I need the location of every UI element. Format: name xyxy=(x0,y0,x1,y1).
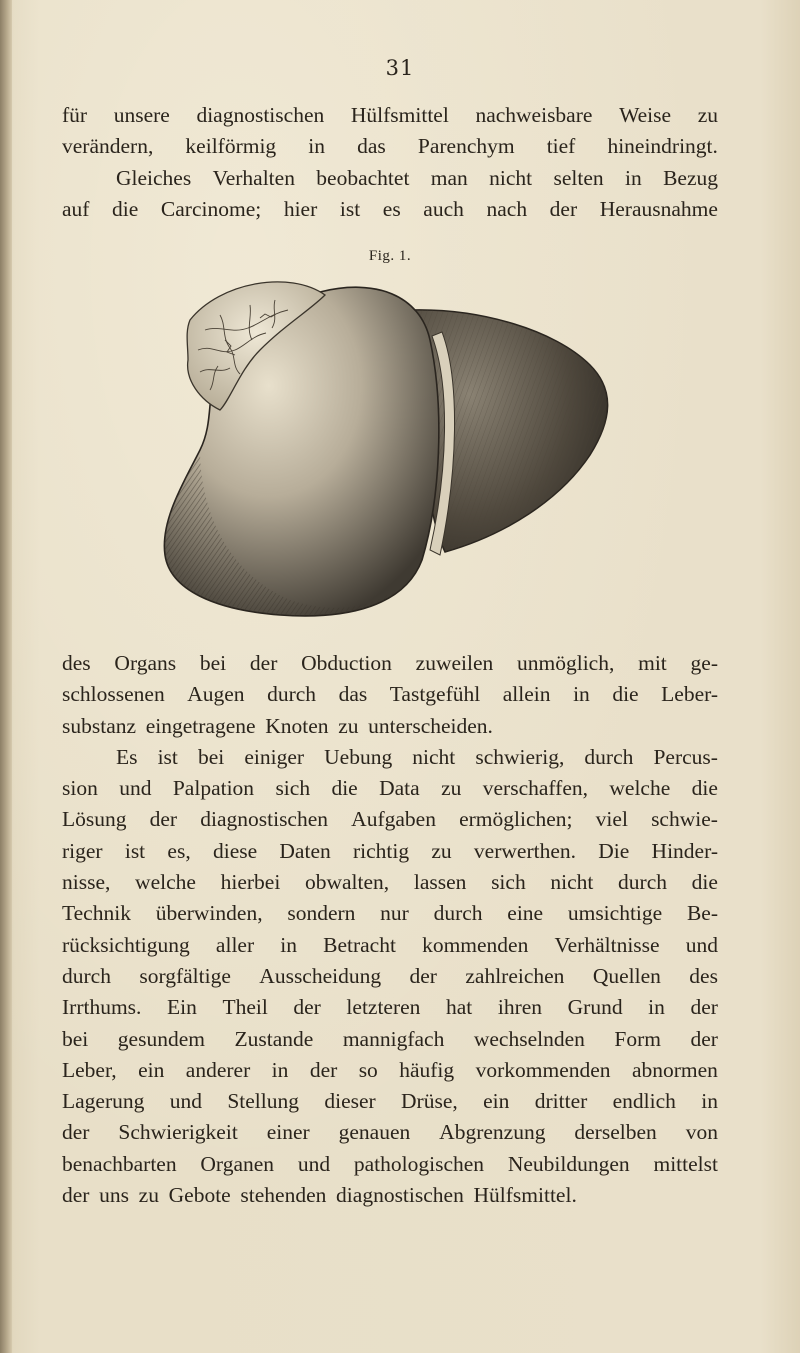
text-line: Leber, ein anderer in der so häufig vorkommenden abnormen xyxy=(62,1057,718,1082)
text-line: rücksichtigung aller in Betracht kommenden Verhältnisse und xyxy=(62,932,718,957)
text-line: nisse, welche hierbei obwalten, lassen sich nicht durch die xyxy=(62,870,718,895)
text-line: durch sorgfältige Ausscheidung der zahlreichen Quellen des xyxy=(62,963,718,988)
text-line: Technik überwinden, sondern nur durch eine umsichtige Be- xyxy=(62,901,718,926)
liver-illustration xyxy=(160,270,620,632)
figure-caption: Fig. 1. xyxy=(368,248,412,264)
text-line: Lösung der diagnostischen Aufgaben ermöglichen; viel schwie- xyxy=(62,807,718,832)
text-line: substanz eingetragene Knoten zu unterscheiden. xyxy=(62,713,493,738)
text-line: des Organs bei der Obduction zuweilen unmöglich, mit ge- xyxy=(62,651,718,675)
book-spine xyxy=(0,0,12,1353)
text-line: benachbarten Organen und pathologischen Neubildungen mittelst xyxy=(62,1151,718,1176)
text-line: sion und Palpation sich die Data zu verschaffen, welche die xyxy=(62,776,718,801)
text-line: Irrthums. Ein Theil der letzteren hat ihren Grund in der xyxy=(62,995,718,1020)
text-line: bei gesundem Zustande mannigfach wechselnden Form der xyxy=(62,1026,718,1051)
text-line: verändern, keilförmig in das Parenchym tief hineindringt. xyxy=(62,134,718,159)
text-line: für unsere diagnostischen Hülfsmittel nachweisbare Weise zu xyxy=(62,103,718,127)
text-line: schlossenen Augen durch das Tastgefühl allein in die Leber- xyxy=(62,682,718,707)
text-block-bottom xyxy=(62,648,718,1211)
text-line: der Schwierigkeit einer genauen Abgrenzung derselben von xyxy=(62,1120,718,1145)
text-line: Lagerung und Stellung dieser Drüse, ein dritter endlich in xyxy=(62,1089,718,1114)
text-line: Es ist bei einiger Uebung nicht schwierig, durch Percus- xyxy=(116,744,718,769)
text-line: der uns zu Gebote stehenden diagnostischen Hülfsmittel. xyxy=(62,1183,577,1208)
text-line: Gleiches Verhalten beobachtet man nicht selten in Bezug xyxy=(116,165,718,190)
text-line: auf die Carcinome; hier ist es auch nach der Herausnahme xyxy=(62,196,718,221)
text-block-top xyxy=(62,100,718,225)
text-line: riger ist es, diese Daten richtig zu verwerthen. Die Hinder- xyxy=(62,838,718,863)
page-number: 31 xyxy=(385,56,415,80)
